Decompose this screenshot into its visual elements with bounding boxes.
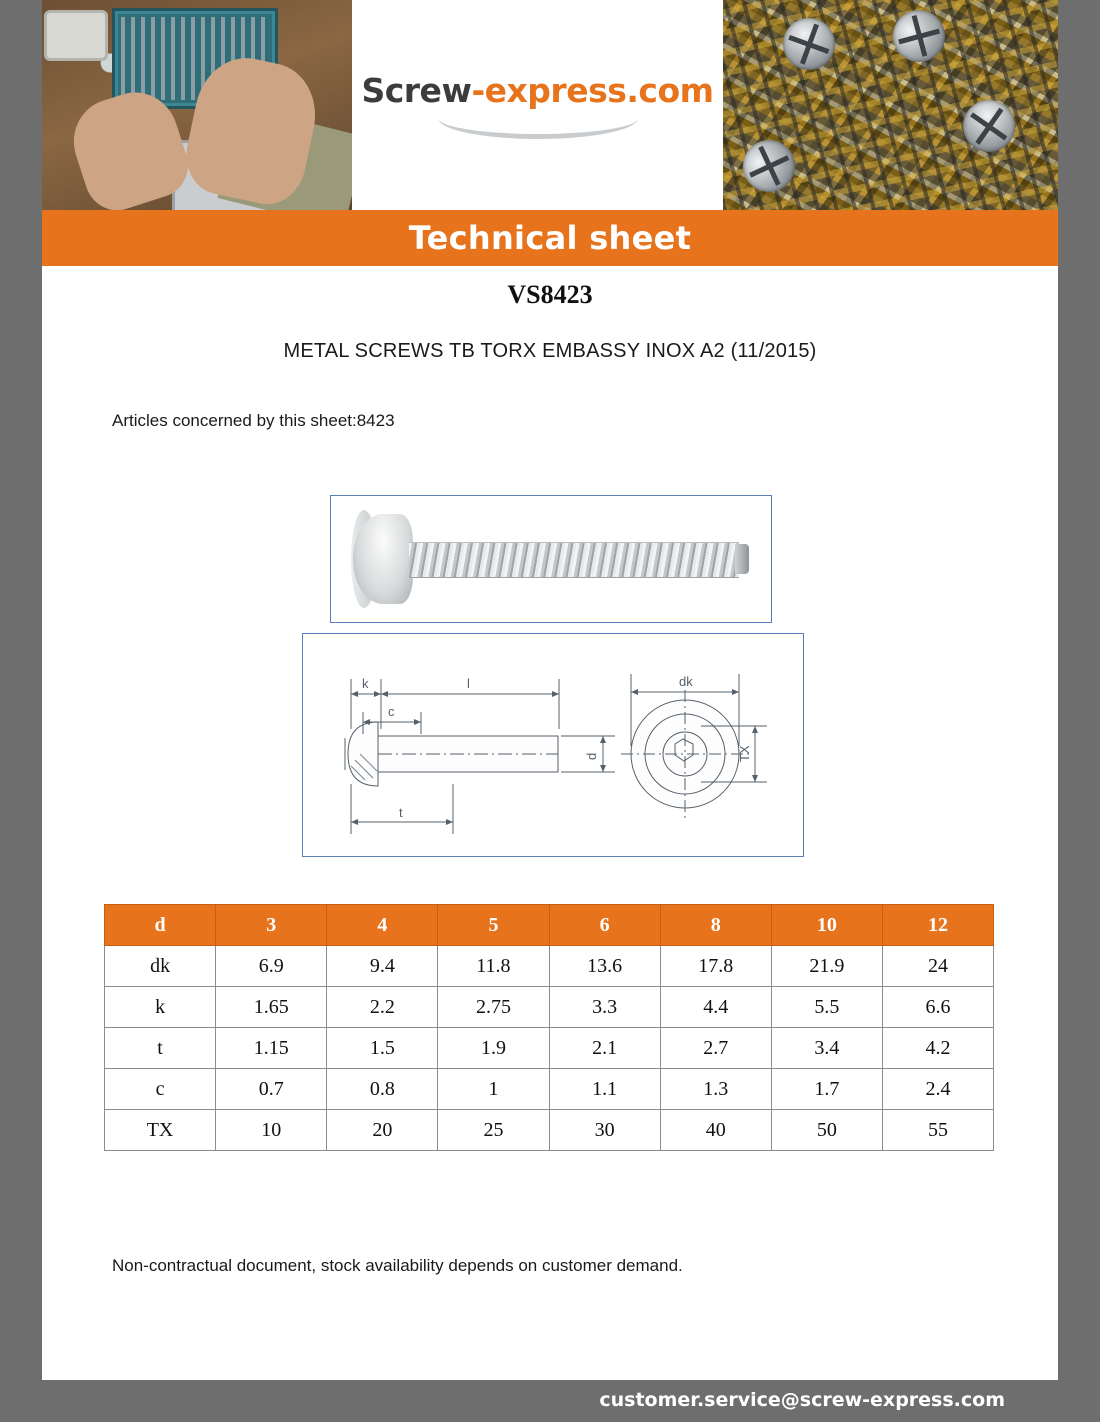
dim-label-t: t [399,805,403,820]
brand-swoosh-decoration [438,114,638,139]
dim-label-c: c [388,704,395,719]
table-cell: 3.3 [549,987,660,1028]
table-row-label: c [105,1069,216,1110]
table-cell: 9.4 [327,946,438,987]
table-row [105,1069,994,1110]
table-cell: 1.65 [216,987,327,1028]
document-reference: VS8423 [507,280,593,309]
technical-drawing-figure [302,633,804,857]
table-cell: 25 [438,1110,549,1151]
table-cell: 10 [216,1110,327,1151]
table-cell: 11.8 [438,946,549,987]
table-header-cell: 3 [216,905,327,946]
document-footnote: Non-contractual document, stock availability depends on customer demand. [112,1256,683,1275]
screw-photo-content [331,496,771,622]
table-header-row [105,905,994,946]
technical-sheet-banner [42,210,1058,266]
dim-label-tx: TX [737,745,752,762]
table-cell: 0.7 [216,1069,327,1110]
workbench-photo [42,0,352,210]
articles-concerned-line: Articles concerned by this sheet:8423 [112,411,395,430]
table-header-cell: 10 [771,905,882,946]
dim-label-k: k [362,676,369,691]
screw-head-shape [353,514,413,604]
table-row [105,987,994,1028]
table-row [105,1110,994,1151]
table-cell: 20 [327,1110,438,1151]
table-row-label: dk [105,946,216,987]
table-cell: 2.1 [549,1028,660,1069]
table-cell: 30 [549,1110,660,1151]
left-edge-bar [0,0,42,1422]
table-cell: 4.4 [660,987,771,1028]
technical-drawing-svg [303,634,803,856]
table-row-label: TX [105,1110,216,1151]
table-cell: 0.8 [327,1069,438,1110]
table-header-cell: 8 [660,905,771,946]
table-cell: 40 [660,1110,771,1151]
table-header-cell: 6 [549,905,660,946]
dimensions-table [104,904,994,1151]
table-header-cell: 4 [327,905,438,946]
table-cell: 1.5 [327,1028,438,1069]
dim-label-d: d [584,752,599,760]
dim-label-dk: dk [679,674,693,689]
table-cell: 13.6 [549,946,660,987]
table-cell: 2.7 [660,1028,771,1069]
table-header-cell: 5 [438,905,549,946]
table-cell: 6.9 [216,946,327,987]
brand-name-part1: Screw [361,71,472,110]
table-cell: 5.5 [771,987,882,1028]
table-cell: 1.1 [549,1069,660,1110]
table-row [105,946,994,987]
page-header [42,0,1058,210]
table-cell: 1 [438,1069,549,1110]
table-cell: 21.9 [771,946,882,987]
screws-pile-photo [723,0,1058,210]
table-cell: 24 [882,946,993,987]
table-cell: 1.9 [438,1028,549,1069]
tape-measure-shape [44,10,108,61]
table-cell: 6.6 [882,987,993,1028]
table-cell: 2.75 [438,987,549,1028]
screw-tip-shape [735,544,749,574]
table-cell: 17.8 [660,946,771,987]
table-cell: 1.7 [771,1069,882,1110]
table-row-label: k [105,987,216,1028]
right-edge-bar [1058,0,1100,1422]
table-cell: 1.15 [216,1028,327,1069]
brand-name [361,71,713,110]
table-cell: 50 [771,1110,882,1151]
table-row [105,1028,994,1069]
table-cell: 4.2 [882,1028,993,1069]
table-cell: 1.3 [660,1069,771,1110]
table-cell: 2.4 [882,1069,993,1110]
footer-white-strip [42,1352,1058,1380]
table-cell: 55 [882,1110,993,1151]
table-header-cell: d [105,905,216,946]
footer-email[interactable]: customer.service@screw-express.com [599,1389,1005,1411]
table-cell: 3.4 [771,1028,882,1069]
table-row-label: t [105,1028,216,1069]
product-photo-figure [330,495,772,623]
banner-title: Technical sheet [408,219,692,257]
brand-logo [352,0,723,210]
document-body [42,266,1058,1352]
table-header-cell: 12 [882,905,993,946]
screw-thread-shape [409,542,739,578]
dimensions-table-wrapper [104,904,994,1151]
brand-name-part2: -express.com [471,71,714,110]
dim-label-l: l [467,676,470,691]
document-subtitle: METAL SCREWS TB TORX EMBASSY INOX A2 (11/2015) [283,340,817,362]
table-cell: 2.2 [327,987,438,1028]
